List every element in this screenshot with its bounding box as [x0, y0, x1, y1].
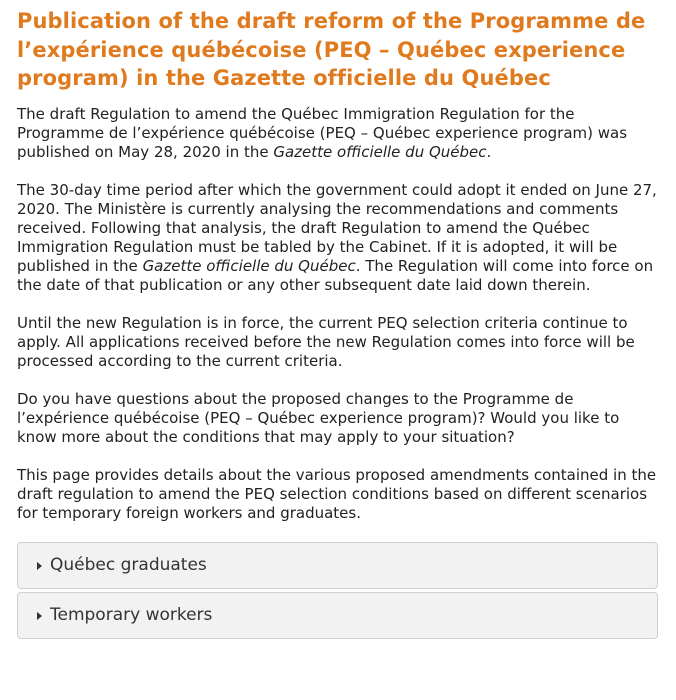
page-title: Publication of the draft reform of the Programme de l’expérience québécoise (PEQ – Québec experience program) in the Gazette officielle du Québec: [17, 9, 646, 90]
caret-right-icon: [37, 562, 42, 570]
accordion: [17, 542, 660, 639]
paragraph-text: . The Regulation will come into force on the date of that publication or any other subsequent date laid down therein.: [17, 256, 654, 294]
paragraph-text: .: [486, 142, 492, 161]
caret-right-icon: [37, 612, 42, 620]
paragraph-page-details: This page provides details about the various proposed amendments contained in the draft regulation to amend the PEQ selection conditions based on different scenarios for temporary foreign workers and graduates.: [17, 465, 657, 522]
paragraph-text: The draft Regulation to amend the Québec Immigration Regulation for the Programme de l’expérience québécoise (PEQ – Québec experience program) was published on May 28, 2020 in the: [17, 104, 628, 161]
paragraph-current-criteria: Until the new Regulation is in force, the current PEQ selection criteria continue to apply. All applications received before the new Regulation comes into force will be processed according to the current criteria.: [17, 313, 635, 370]
paragraph-time-period: [17, 181, 660, 295]
gazette-title: Gazette officielle du Québec: [142, 256, 356, 275]
gazette-title: Gazette officielle du Québec: [273, 142, 487, 161]
accordion-item-temporary-workers[interactable]: [17, 592, 658, 639]
paragraph-text: The 30-day time period after which the government could adopt it ended on June 27, 2020. The Ministère is currently analysing the recommendations and comments received. Following that analysis, the draft Regulation to amend the Québec Immigration Regulation must be tabled by the Cabinet. If it is adopted, it will be published in the: [17, 180, 657, 275]
paragraph-questions: Do you have questions about the proposed changes to the Programme de l’expérience québécoise (PEQ – Québec experience program)? Would you like to know more about the conditions that may apply to your situation?: [17, 389, 620, 446]
accordion-item-label: Québec graduates: [50, 555, 207, 575]
accordion-item-label: Temporary workers: [50, 605, 213, 625]
paragraph-publication: [17, 105, 660, 162]
accordion-item-quebec-graduates[interactable]: [17, 542, 658, 589]
